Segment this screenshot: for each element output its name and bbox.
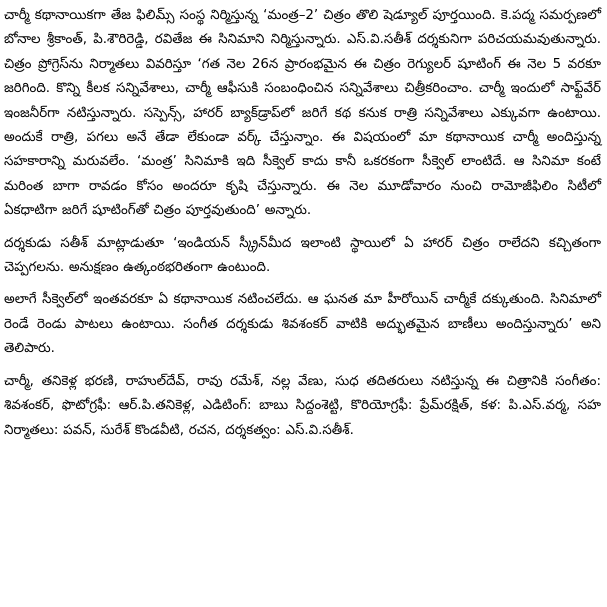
paragraph-director-quote: దర్శకుడు సతీశ్ మాట్లాడుతూ ‘ఇండియన్ స్క్రీన్‌మీద ఇలాంటి స్థాయిలో ఏ హారర్ చిత్రం రాలేదని కచ్చితంగా చెప్పగలను. అనుక్షణం ఉత్కంఠభరితంగా ఉంటుంది.	[4, 235, 601, 276]
paragraph-sequel-songs: అలాగే సీక్వెల్‌లో ఇంతవరకూ ఏ కథానాయిక నటించలేదు. ఆ ఘనత మా హీరోయిన్ చార్మీకే దక్కుతుంది. సినిమాలో రెండే రెండు పాటలు ఉంటాయి. సంగీత దర్శకుడు శివశంకర్ వాటికి అద్భుతమైన బాణీలు అందిస్తున్నారు’ అని తెలిపారు.	[4, 292, 601, 357]
paragraph-charmi-mantra2: చార్మీ కథానాయికగా తేజ ఫిలిమ్స్ సంస్థ నిర్మిస్తున్న ‘మంత్ర–2’ చిత్రం తొలి షెడ్యూల్ పూర్తయింది. కె.పద్మ సమర్పణలో బోనాల శ్రీకాంత్, పి.శౌరిరెడ్డి, రవితేజ ఈ సినిమాని నిర్మిస్తున్నారు. ఎస్.వి.సతీశ్ దర్శకునిగా పరిచయమవుతున్నారు. చిత్రం ప్రోగ్రెస్‌ను నిర్మాతలు వివరిస్తూ ‘గత నెల 26న ప్రారంభమైన ఈ చిత్రం రెగ్యులర్ షూటింగ్ ఈ నెల 5 వరకూ జరిగింది. కొన్ని కీలక సన్నివేశాలు, చార్మీ ఆఫీసుకి సంబంధించిన సన్నివేశాలు చిత్రీకరించాం. చార్మీ ఇందులో సాఫ్ట్‌వేర్ ఇంజనీర్‌గా నటిస్తున్నారు. సస్పెన్స్, హారర్ బ్యాక్‌డ్రాప్‌లో జరిగే కథ కనుక రాత్రి సన్నివేశాలు ఎక్కువగా ఉంటాయి. అందుకే రాత్రి, పగలు అనే తేడా లేకుండా వర్క్ చేస్తున్నాం. ఈ విషయంలో మా కథానాయిక చార్మీ అందిస్తున్న సహకారాన్ని మరువలేం. ‘మంత్ర’ సినిమాకి ఇది సీక్వెల్ కాదు కానీ ఒకరకంగా సీక్వెల్ లాంటిదే. ఆ సినిమా కంటే మరింత బాగా రావడం కోసం అందరూ కృషి చేస్తున్నారు. ఈ నెల మూడోవారం నుంచి రామోజీఫిలిం సిటీలో ఏకధాటిగా జరిగే షూటింగ్‌తో చిత్రం పూర్తవుతుంది’ అన్నారు.	[4, 8, 601, 219]
article-body	[4, 4, 601, 443]
paragraph-cast-crew: చార్మీ, తనికెళ్ల భరణి, రాహుల్‌దేవ్, రావు రమేశ్, నల్ల వేణు, సుధ తదితరులు నటిస్తున్న ఈ చిత్రానికి సంగీతం: శివశంకర్, ఫొటోగ్రఫీ: ఆర్.పి.తనికెళ్ల, ఎడిటింగ్: బాబు సిద్దంశెట్టి, కొరియోగ్రఫీ: ప్రేమ్‌రక్షిత్, కళ: పి.ఎస్.వర్మ, సహ నిర్మాతలు: పవన్, సురేశ్ కొండవీటి, రచన, దర్శకత్వం: ఎస్.వి.సతీశ్.	[4, 373, 601, 438]
